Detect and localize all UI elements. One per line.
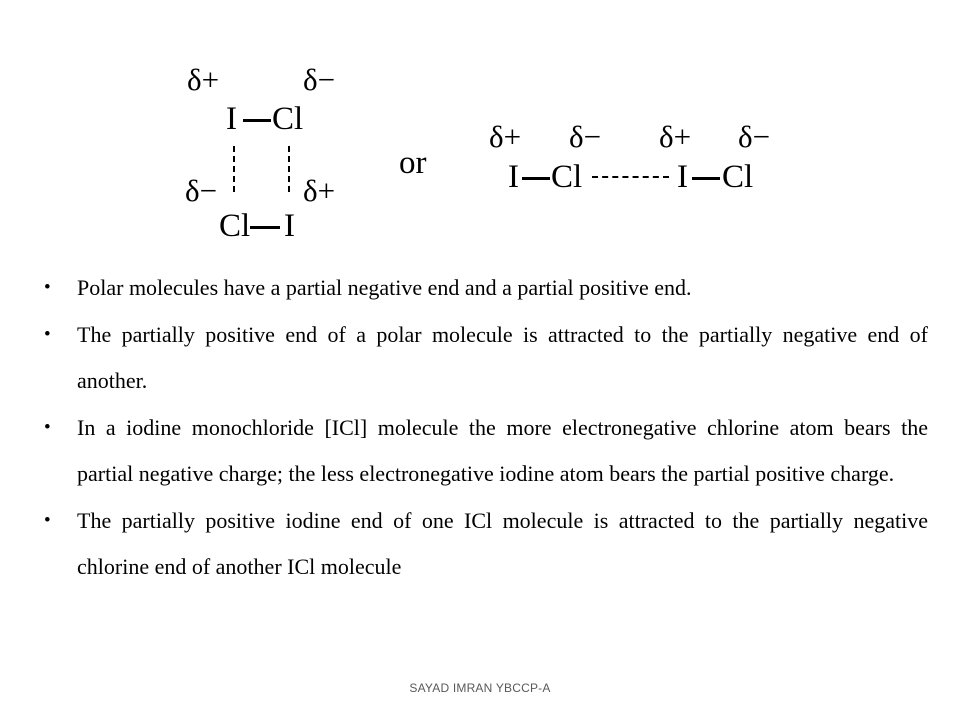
list-item xyxy=(44,312,928,405)
dipole-dashed-line xyxy=(592,176,669,178)
atom-iodine: I xyxy=(508,159,519,195)
list-item xyxy=(44,405,928,498)
atom-iodine: I xyxy=(677,159,688,195)
single-bond xyxy=(250,226,280,229)
single-bond xyxy=(692,177,720,180)
or-connector: or xyxy=(399,145,427,181)
list-item-text: Polar molecules have a partial negative end and a partial positive end. xyxy=(77,275,692,300)
charge-delta-minus: δ− xyxy=(738,119,771,154)
bullet-icon: • xyxy=(44,509,51,531)
charge-delta-plus: δ+ xyxy=(659,119,692,154)
bullet-icon: • xyxy=(44,323,51,345)
bullet-icon: • xyxy=(44,416,51,438)
single-bond xyxy=(522,177,550,180)
charge-delta-plus: δ+ xyxy=(303,173,336,208)
slide-footer: SAYAD IMRAN YBCCP-A xyxy=(409,681,551,695)
list-item xyxy=(44,265,928,312)
list-item-text: The partially positive end of a polar molecule is attracted to the partially negative end of another. xyxy=(77,321,928,393)
dipole-dashed-line xyxy=(233,146,235,192)
list-item-text: The partially positive iodine end of one ICl molecule is attracted to the partially negative chlorine end of another ICl molecule xyxy=(77,507,928,579)
atom-chlorine: Cl xyxy=(219,208,251,244)
atom-chlorine: Cl xyxy=(722,159,754,195)
list-item-text: In a iodine monochloride [ICl] molecule the more electronegative chlorine atom bears the partial negative charge; the less electronegative iodine atom bears the partial positive charge. xyxy=(77,414,928,486)
atom-iodine: I xyxy=(284,208,295,244)
bullet-icon: • xyxy=(44,277,51,298)
charge-delta-minus: δ− xyxy=(185,173,218,208)
single-bond xyxy=(243,119,271,122)
atom-chlorine: Cl xyxy=(272,101,304,137)
atom-chlorine: Cl xyxy=(551,159,583,195)
charge-delta-plus: δ+ xyxy=(187,62,220,97)
charge-delta-minus: δ− xyxy=(569,119,602,154)
bullet-list xyxy=(44,265,928,591)
list-item xyxy=(44,498,928,591)
charge-delta-minus: δ− xyxy=(303,62,336,97)
dipole-dashed-line xyxy=(288,146,290,192)
charge-delta-plus: δ+ xyxy=(489,119,522,154)
atom-iodine: I xyxy=(226,101,237,137)
